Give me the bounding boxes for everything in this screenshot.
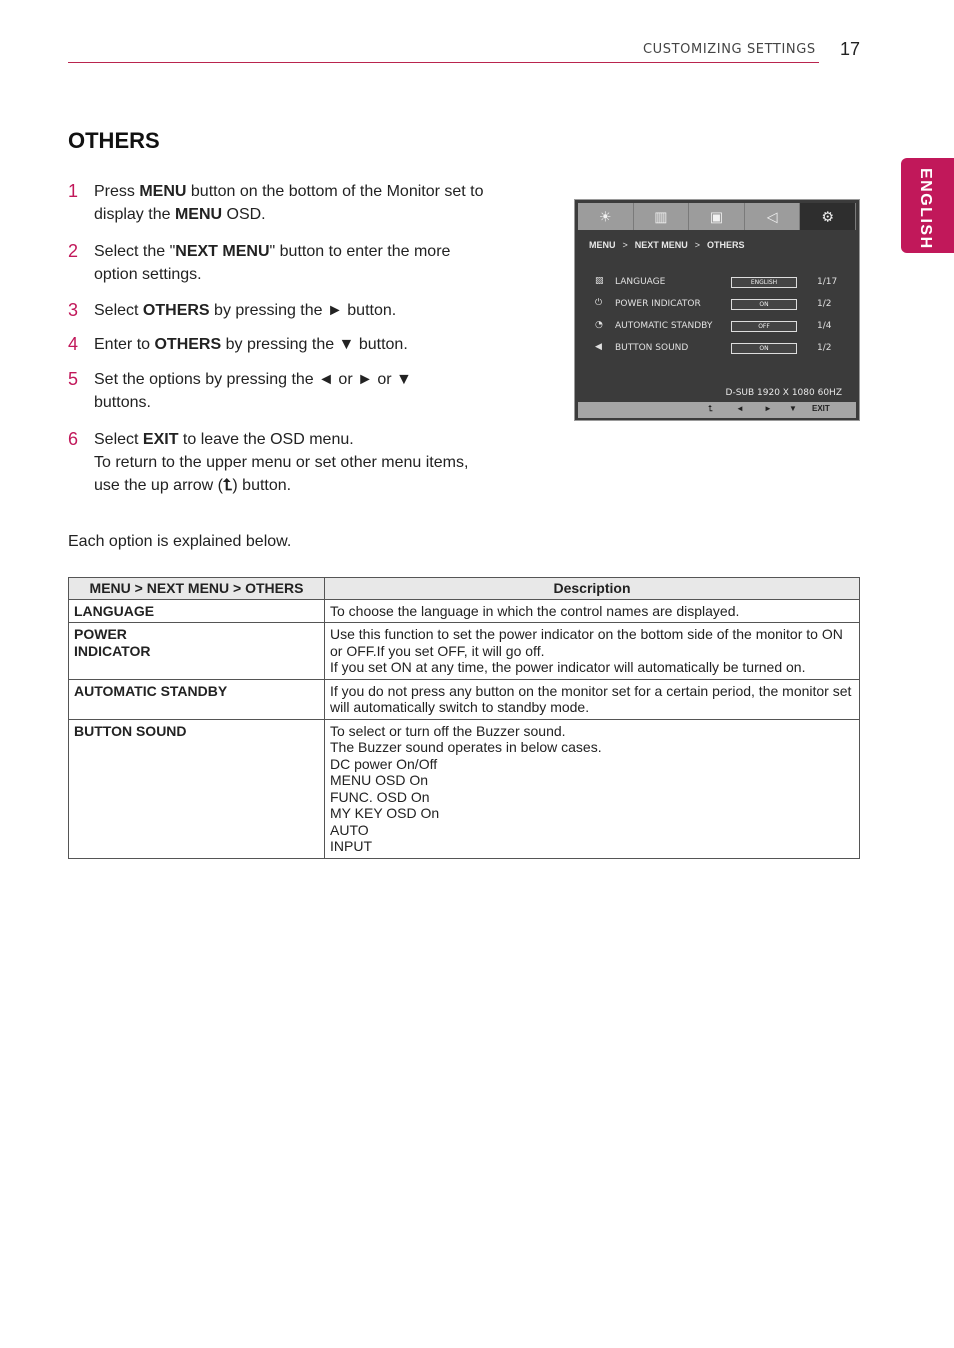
step-bold: MENU bbox=[174, 206, 223, 223]
step-text: Press bbox=[94, 183, 140, 200]
speaker-icon: ◀ bbox=[595, 342, 602, 352]
breadcrumb-separator: > bbox=[622, 240, 628, 250]
intro-text: Each option is explained below. bbox=[68, 533, 292, 550]
step-text: by pressing the ▼ button. bbox=[221, 336, 408, 353]
step-number: 5 bbox=[68, 369, 79, 389]
description-line: To select or turn off the Buzzer sound. bbox=[330, 722, 566, 739]
step-number: 4 bbox=[68, 334, 79, 354]
option-name-line: BUTTON SOUND bbox=[74, 722, 187, 739]
language-icon: ▨ bbox=[595, 276, 604, 286]
step-text: use the up arrow ( bbox=[94, 477, 223, 494]
osd-breadcrumb bbox=[589, 240, 745, 250]
table-row bbox=[69, 599, 860, 623]
description-line: MY KEY OSD On bbox=[330, 805, 440, 821]
step-text: ) button. bbox=[232, 477, 292, 494]
options-table bbox=[68, 577, 860, 859]
step-text: button on the bottom of the Monitor set to display the bbox=[94, 183, 484, 223]
step-6 bbox=[68, 428, 498, 497]
option-name-line: AUTOMATIC STANDBY bbox=[74, 682, 228, 699]
osd-row-button-sound[interactable] bbox=[595, 342, 845, 356]
osd-status-text: D-SUB 1920 X 1080 60HZ bbox=[725, 388, 842, 398]
osd-row-label: LANGUAGE bbox=[615, 277, 666, 287]
osd-tab-sound[interactable] bbox=[745, 203, 801, 230]
osd-row-label: BUTTON SOUND bbox=[615, 343, 689, 353]
step-note bbox=[94, 474, 498, 497]
step-number: 1 bbox=[68, 181, 79, 201]
step-number: 6 bbox=[68, 429, 79, 449]
page-title: OTHERS bbox=[68, 128, 160, 153]
breadcrumb-item: OTHERS bbox=[707, 240, 745, 250]
step-bold: EXIT bbox=[142, 431, 179, 448]
option-name bbox=[69, 623, 325, 680]
language-tab-label: ENGLISH bbox=[917, 168, 934, 250]
language-tab bbox=[901, 158, 954, 253]
option-description bbox=[325, 623, 860, 680]
option-description bbox=[325, 719, 860, 858]
step-1 bbox=[68, 180, 498, 226]
osd-tab-picture[interactable] bbox=[634, 203, 690, 230]
option-name bbox=[69, 599, 325, 623]
table-header: Description bbox=[325, 578, 860, 600]
header-section: CUSTOMIZING SETTINGS bbox=[643, 42, 816, 57]
step-number: 2 bbox=[68, 241, 79, 261]
osd-row-value[interactable]: OFF bbox=[731, 321, 797, 332]
table-header: MENU > NEXT MENU > OTHERS bbox=[69, 578, 325, 600]
header-rule bbox=[68, 62, 819, 63]
color-icon: ▣ bbox=[709, 208, 724, 224]
breadcrumb-item: MENU bbox=[589, 240, 616, 250]
option-description bbox=[325, 679, 860, 719]
step-5 bbox=[68, 368, 434, 414]
osd-row-power-indicator[interactable] bbox=[595, 298, 845, 312]
osd-row-label: AUTOMATIC STANDBY bbox=[615, 321, 713, 331]
step-2 bbox=[68, 240, 498, 286]
down-arrow-icon[interactable]: ▼ bbox=[789, 404, 797, 413]
right-arrow-icon[interactable]: ► bbox=[764, 404, 772, 413]
up-arrow-icon[interactable]: ⮤ bbox=[708, 404, 713, 413]
step-text: by pressing the ► button. bbox=[209, 302, 397, 319]
osd-row-automatic-standby[interactable] bbox=[595, 320, 845, 334]
step-text: Select bbox=[94, 302, 143, 319]
gear-icon: ⚙ bbox=[821, 208, 834, 224]
osd-tab-bar bbox=[578, 203, 856, 230]
osd-row-count: 1/17 bbox=[817, 277, 838, 287]
osd-tab-color[interactable] bbox=[689, 203, 745, 230]
step-note: To return to the upper menu or set other menu items, bbox=[94, 454, 469, 471]
osd-row-value[interactable]: ON bbox=[731, 299, 797, 310]
up-arrow-icon: ⮤ bbox=[222, 477, 233, 494]
osd-screen bbox=[574, 199, 860, 421]
osd-tab-brightness[interactable] bbox=[578, 203, 634, 230]
step-text: Set the options by pressing the ◄ or ► or ▼ buttons. bbox=[94, 371, 412, 411]
breadcrumb-item: NEXT MENU bbox=[634, 240, 688, 250]
table-header-row bbox=[69, 578, 860, 600]
description-line: INPUT bbox=[330, 838, 372, 854]
osd-row-language[interactable] bbox=[595, 276, 845, 290]
description-line: MENU OSD On bbox=[330, 772, 429, 788]
description-line: DC power On/Off bbox=[330, 755, 438, 772]
brightness-icon: ☀ bbox=[599, 208, 612, 224]
option-name-line: POWER bbox=[74, 626, 127, 642]
step-text: " button to enter the more option settings. bbox=[94, 243, 451, 283]
option-description bbox=[325, 599, 860, 623]
osd-row-count: 1/2 bbox=[817, 299, 832, 309]
osd-row-count: 1/2 bbox=[817, 343, 832, 353]
table-row bbox=[69, 679, 860, 719]
step-bold: NEXT MENU bbox=[175, 243, 270, 260]
osd-button-bar bbox=[578, 402, 856, 418]
step-bold: MENU bbox=[139, 183, 187, 200]
step-text: Select the " bbox=[94, 243, 176, 260]
sound-icon: ◁ bbox=[766, 208, 778, 224]
page-number: 17 bbox=[840, 39, 861, 59]
table-row bbox=[69, 623, 860, 680]
description-line: Use this function to set the power indicator on the bottom side of the monitor to ON or OFF.If you set OFF, it will go off. bbox=[330, 626, 843, 659]
osd-row-value[interactable]: ENGLISH bbox=[731, 277, 797, 288]
option-name-line: LANGUAGE bbox=[74, 602, 155, 619]
steps-list bbox=[68, 180, 498, 497]
option-name bbox=[69, 719, 325, 858]
description-line: AUTO bbox=[330, 821, 369, 838]
option-name-line: INDICATOR bbox=[74, 642, 151, 659]
step-4 bbox=[68, 333, 498, 356]
option-name bbox=[69, 679, 325, 719]
description-line: The Buzzer sound operates in below cases. bbox=[330, 739, 602, 755]
osd-status bbox=[578, 388, 856, 400]
description-line: FUNC. OSD On bbox=[330, 788, 430, 805]
osd-tab-others[interactable] bbox=[800, 203, 856, 230]
standby-icon: ◔ bbox=[595, 320, 603, 330]
step-text: Select bbox=[94, 431, 143, 448]
table-row bbox=[69, 719, 860, 858]
picture-icon: ▥ bbox=[654, 208, 668, 224]
step-bold: OTHERS bbox=[154, 336, 222, 353]
exit-button[interactable]: EXIT bbox=[812, 404, 830, 413]
description-line: If you do not press any button on the monitor set for a certain period, the monitor set will automatically switch to standby mode. bbox=[330, 682, 852, 715]
step-text: to leave the OSD menu. bbox=[178, 431, 354, 448]
left-arrow-icon[interactable]: ◄ bbox=[736, 404, 744, 413]
osd-row-count: 1/4 bbox=[817, 321, 832, 331]
power-icon: ⏻ bbox=[595, 298, 603, 308]
step-text: OSD. bbox=[222, 206, 266, 223]
breadcrumb-separator: > bbox=[694, 240, 701, 250]
osd-row-label: POWER INDICATOR bbox=[615, 299, 701, 309]
step-text: Enter to bbox=[94, 336, 155, 353]
step-number: 3 bbox=[68, 300, 79, 320]
osd-row-value[interactable]: ON bbox=[731, 343, 797, 354]
step-bold: OTHERS bbox=[142, 302, 210, 319]
description-line: To choose the language in which the control names are displayed. bbox=[330, 602, 740, 619]
step-3 bbox=[68, 299, 498, 322]
description-line: If you set ON at any time, the power indicator will automatically be turned on. bbox=[330, 659, 806, 675]
